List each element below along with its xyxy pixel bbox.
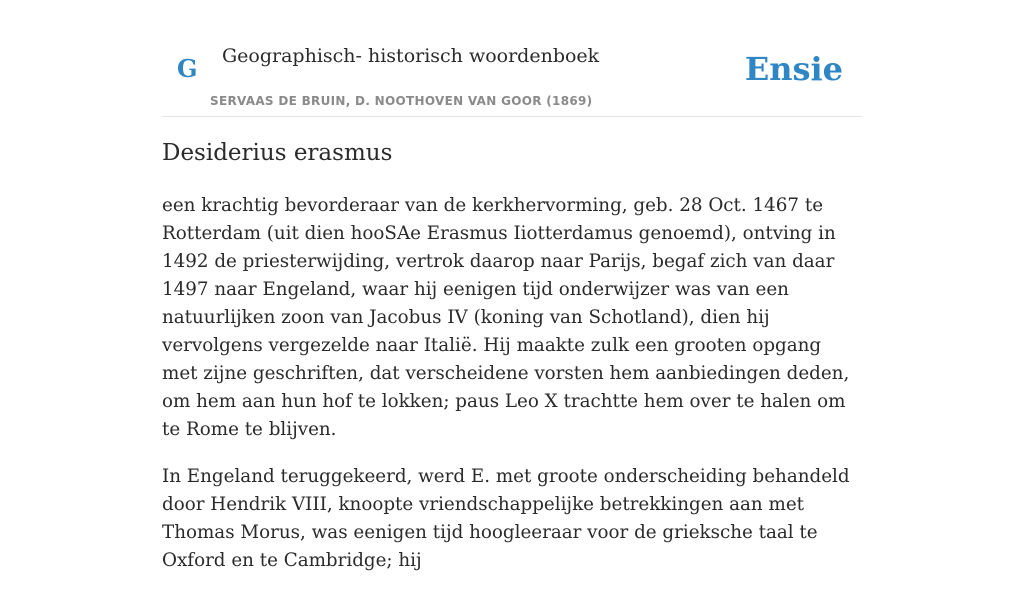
ensie-logo[interactable]: Ensie xyxy=(744,50,843,88)
book-authors: SERVAAS DE BRUIN, D. NOOTHOVEN VAN GOOR (1869) xyxy=(210,94,593,108)
entry-body xyxy=(162,192,862,594)
book-logo-icon[interactable]: G xyxy=(177,54,198,83)
site-header xyxy=(162,0,862,117)
entry-paragraph: een krachtig bevorderaar van de kerkhervorming, geb. 28 Oct. 1467 te Rotterdam (uit dien hooSAe Erasmus Iiotterdamus genoemd), ontving in 1492 de priesterwijding, vertrok daarop naar Parijs, begaf zich van daar 1497 naar Engeland, waar hij eenigen tijd onderwijzer was van een natuurlijken zoon van Jacobus IV (koning van Schotland), dien hij vervolgens vergezelde naar Italië. Hij maakte zulk een grooten opgang met zijne geschriften, dat verscheidene vorsten hem aanbiedingen deden, om hem aan hun hof te lokken; paus Leo X trachtte hem over te halen om te Rome te blijven. xyxy=(162,195,850,440)
entry-title: Desiderius erasmus xyxy=(162,140,393,166)
book-title[interactable]: Geographisch- historisch woordenboek xyxy=(222,45,600,67)
entry-paragraph: In Engeland teruggekeerd, werd E. met groote onderscheiding behandeld door Hendrik VIII, knoopte vriendschappelijke betrekkingen aan met Thomas Morus, was eenigen tijd hoogleeraar voor de grieksche taal te Oxford en te Cambridge; hij xyxy=(162,466,850,571)
